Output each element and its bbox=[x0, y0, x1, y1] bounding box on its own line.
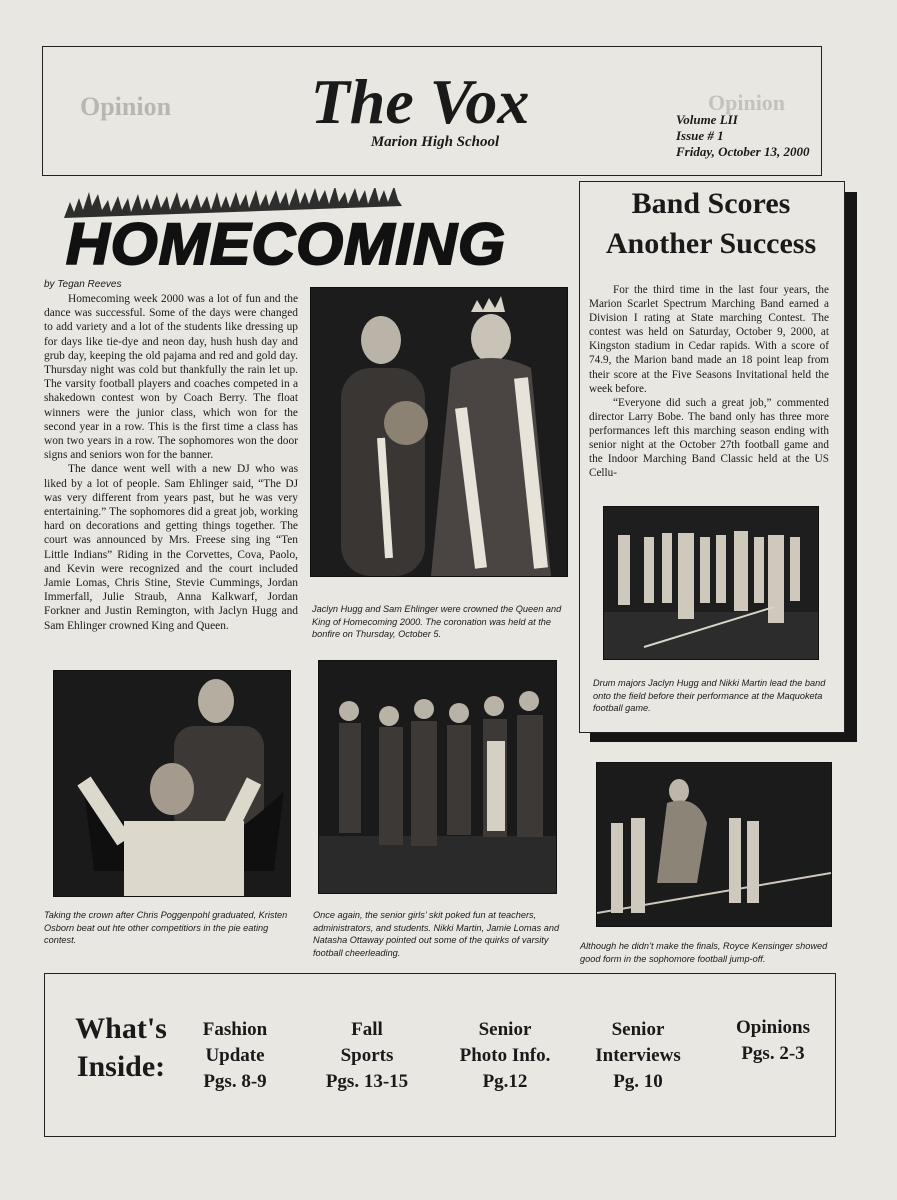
inside-item-line: Fashion bbox=[202, 1019, 268, 1040]
royalty-photo-caption: Jaclyn Hugg and Sam Ehlinger were crowned the Queen and King of Homecoming 2000. The coronation was held at the bonfire on Thursday, October 5. bbox=[312, 604, 562, 639]
issue-label: Issue # 1 bbox=[676, 128, 724, 143]
inside-item-pages: Pg.12 bbox=[482, 1071, 528, 1092]
jump-off-photo bbox=[596, 762, 832, 927]
homecoming-paragraph-1: Homecoming week 2000 was a lot of fun and the dance was successful. Some of the days were changed to add variety and a lot of the students like dressing up for days like tie-dye and neon day, hush hush day and grub day, keeping the old pajama and red and gold day. Thursday night was cold but thankfully the rain let up. The varsity football players and coaches competed in a shakedown contest won by Coach Berry. The float winners were the junior class, which won for the second year in a row. This is the first time a class has won two years in a row. The sophomores won the door signs and seniors won for the banner. bbox=[44, 293, 298, 462]
inside-item-line: Senior bbox=[611, 1019, 665, 1040]
issue-info bbox=[676, 112, 809, 160]
inside-item-line: Pgs. 2-3 bbox=[741, 1043, 805, 1064]
homecoming-royalty-photo bbox=[310, 287, 568, 577]
jump-photo-art bbox=[597, 763, 831, 926]
band-photo-art bbox=[604, 507, 818, 659]
newspaper-title: The Vox bbox=[310, 66, 530, 137]
senior-skit-photo bbox=[318, 660, 557, 894]
band-photo bbox=[603, 506, 819, 660]
royalty-photo-art bbox=[311, 288, 567, 576]
pie-contest-caption: Taking the crown after Chris Poggenpohl graduated, Kristen Osborn beat out hte other competitiors in the pie eating contest. bbox=[44, 910, 288, 945]
inside-item-pages: Pg. 10 bbox=[613, 1071, 663, 1092]
band-headline bbox=[583, 184, 839, 264]
band-headline-line1: Band Scores bbox=[631, 187, 791, 220]
homecoming-headline bbox=[56, 188, 516, 274]
homecoming-headline-text: HOMECOMING bbox=[66, 212, 507, 274]
inside-item-pages: Pgs. 8-9 bbox=[203, 1071, 267, 1092]
inside-item-line: Senior bbox=[478, 1019, 532, 1040]
date-label: Friday, October 13, 2000 bbox=[676, 144, 810, 159]
inside-item-line: Update bbox=[205, 1045, 265, 1066]
band-headline-line2: Another Success bbox=[605, 227, 817, 260]
inside-item-line: Interviews bbox=[595, 1045, 681, 1066]
inside-item-opinions[interactable] bbox=[718, 1015, 828, 1067]
senior-skit-caption: Once again, the senior girls’ skit poked fun at teachers, administrators, and students. Nikki Martin, Jamie Lomas and Natasha Ottaway pointed out some of the quirks of varsity football cheerleading. bbox=[313, 910, 560, 958]
whats-inside-title-line1: What's bbox=[75, 1012, 167, 1045]
school-name: Marion High School bbox=[370, 134, 500, 150]
inside-item-line: Opinions bbox=[736, 1017, 810, 1038]
band-paragraph-1: For the third time in the last four years, the Marion Scarlet Spectrum Marching Band earned a Division I rating at State marching Contest. The contest was held on Saturday, October 9, 2000, at Kingston stadium in Cedar rapids. With a score of 74.9, the Marion band made an 18 point leap from their score at the Five Seasons Invitational held the week before. bbox=[589, 284, 829, 395]
inside-item-pages: Pgs. 13-15 bbox=[325, 1071, 409, 1092]
band-paragraph-2: “Everyone did such a great job,” commented director Larry Bobe. The band only has three more performances left this marching season ending with senior night at the October 27th football game and the Indoor Marching Band Classic held at the US Cellu- bbox=[589, 396, 829, 480]
bleed-through-text-right: Opinion bbox=[708, 90, 786, 115]
whats-inside-title-line2: Inside: bbox=[76, 1050, 166, 1083]
inside-item-interviews[interactable] bbox=[583, 1017, 693, 1095]
inside-item-fashion[interactable] bbox=[180, 1017, 290, 1095]
inside-item-photo-info[interactable] bbox=[443, 1017, 567, 1095]
homecoming-paragraph-2: The dance went well with a new DJ who was liked by a lot of people. Sam Ehlinger said, “The DJ was very different from years past, but he was very entertaining.” The sophomores did a great job, working hard on decorations and getting things together. The court was announced by Mrs. Freese sing ing “Ten Little Indians” Riding in the Corvettes, Cova, Paolo, and Kevin were recognized and the court included Jamie Lomas, Chris Stine, Stevie Cummings, Jordan Immerfall, Julie Straub, Anna Kalkwarf, Jordan Forkner and Justin Remington, with Jaclyn Hugg and Sam Ehlinger crowned King and Queen. bbox=[44, 463, 298, 632]
pie-contest-photo bbox=[53, 670, 291, 897]
inside-item-sports[interactable] bbox=[312, 1017, 422, 1095]
homecoming-article bbox=[44, 292, 298, 633]
skit-photo-art bbox=[319, 661, 556, 893]
inside-item-line: Fall bbox=[351, 1019, 383, 1040]
band-photo-caption: Drum majors Jaclyn Hugg and Nikki Martin lead the band onto the field before their performance at the Maquoketa football game. bbox=[593, 678, 826, 713]
whats-inside-title bbox=[46, 1010, 196, 1086]
volume-label: Volume LII bbox=[676, 112, 738, 127]
band-article bbox=[589, 283, 829, 480]
inside-item-line: Sports bbox=[340, 1045, 394, 1066]
pie-photo-art bbox=[54, 671, 290, 896]
inside-item-line: Photo Info. bbox=[459, 1045, 551, 1066]
bleed-through-text: Opinion bbox=[80, 92, 172, 121]
jump-off-caption: Although he didn’t make the finals, Royce Kensinger showed good form in the sophomore football jump-off. bbox=[580, 941, 828, 964]
byline: by Tegan Reeves bbox=[44, 279, 122, 290]
